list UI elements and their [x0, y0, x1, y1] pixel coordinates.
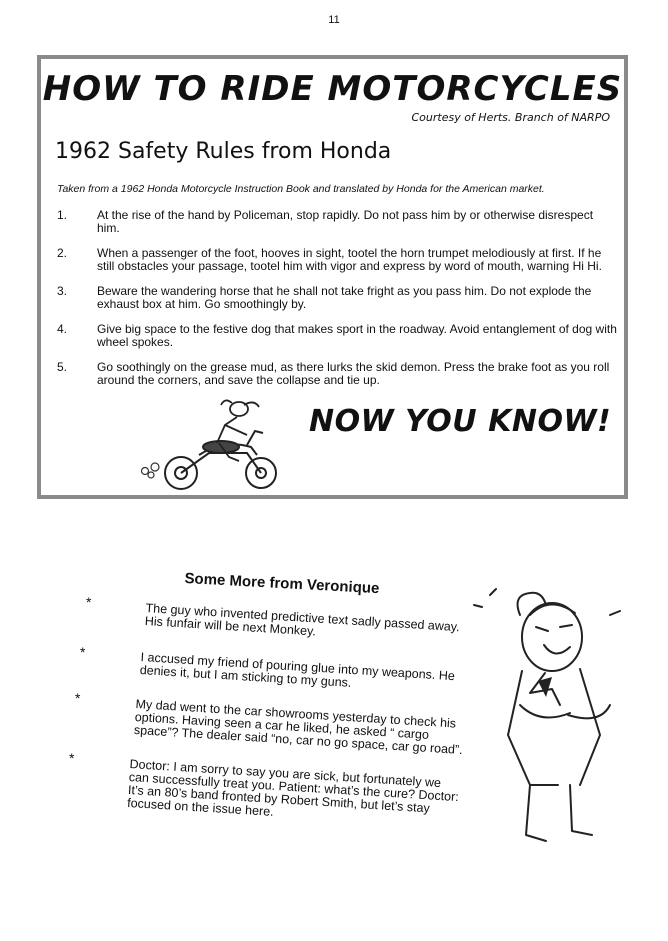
bullet-star: *	[86, 594, 92, 610]
joke-item: I accused my friend of pouring glue into my weapons. He denies it, but I am sticking to my guns.	[139, 650, 456, 690]
joke-item: Doctor: I am sorry to say you are sick, but fortunately we can successfully treat you. Patient: what’s the cure? Doctor: It’s an 80’s band fronted by Robert Smith, but let’s stay focused on the issue here.	[126, 757, 460, 819]
laughing-man-icon	[460, 585, 645, 855]
article-box	[37, 55, 628, 499]
rule-item	[57, 247, 619, 273]
rule-number: 4.	[57, 322, 68, 336]
article-title: HOW TO RIDE MOTORCYCLES	[42, 69, 623, 109]
closing-slogan: NOW YOU KNOW!	[309, 404, 612, 439]
rule-item	[57, 323, 619, 349]
rule-item	[57, 285, 619, 311]
rule-text: Give big space to the festive dog that makes sport in the roadway. Avoid entanglement of dog with wheel spokes.	[97, 322, 617, 349]
rule-text: When a passenger of the foot, hooves in sight, tootel the horn trumpet melodiously at first. If he still obstacles your passage, tootel him with vigor and express by word of mouth, warning Hi Hi.	[97, 246, 602, 273]
rule-text: Go soothingly on the grease mud, as there lurks the skid demon. Press the brake foot as you roll around the corners, and save the collapse and tie up.	[97, 360, 610, 387]
rules-list	[57, 209, 619, 399]
rule-item	[57, 361, 619, 387]
jokes-title: Some More from Veronique	[184, 570, 380, 598]
bullet-star: *	[69, 750, 75, 766]
article-intro: Taken from a 1962 Honda Motorcycle Instruction Book and translated by Honda for the American market.	[57, 183, 545, 195]
joke-item: The guy who invented predictive text sadly passed away. His funfair will be next Monkey.	[144, 601, 461, 639]
rule-item	[57, 209, 619, 235]
rule-number: 5.	[57, 360, 68, 374]
motorcycle-rider-icon	[129, 395, 299, 495]
rule-text: Beware the wandering horse that he shall not take fright as you pass him. Do not explode the exhaust box at him. Go smoothingly by.	[97, 284, 592, 311]
bullet-star: *	[80, 644, 86, 660]
rule-text: At the rise of the hand by Policeman, stop rapidly. Do not pass him by or otherwise disrespect him.	[97, 208, 594, 235]
article-subtitle: 1962 Safety Rules from Honda	[55, 139, 392, 164]
page-number: 11	[328, 14, 340, 26]
rule-number: 2.	[57, 246, 68, 260]
joke-item: My dad went to the car showrooms yesterday to check his options. Having seen a car he liked, he asked “ cargo space”? The dealer said “no, car no go space, car go road”.	[133, 697, 464, 758]
bullet-star: *	[75, 690, 81, 706]
courtesy-line: Courtesy of Herts. Branch of NARPO	[411, 111, 610, 124]
rule-number: 1.	[57, 208, 68, 222]
rule-number: 3.	[57, 284, 68, 298]
